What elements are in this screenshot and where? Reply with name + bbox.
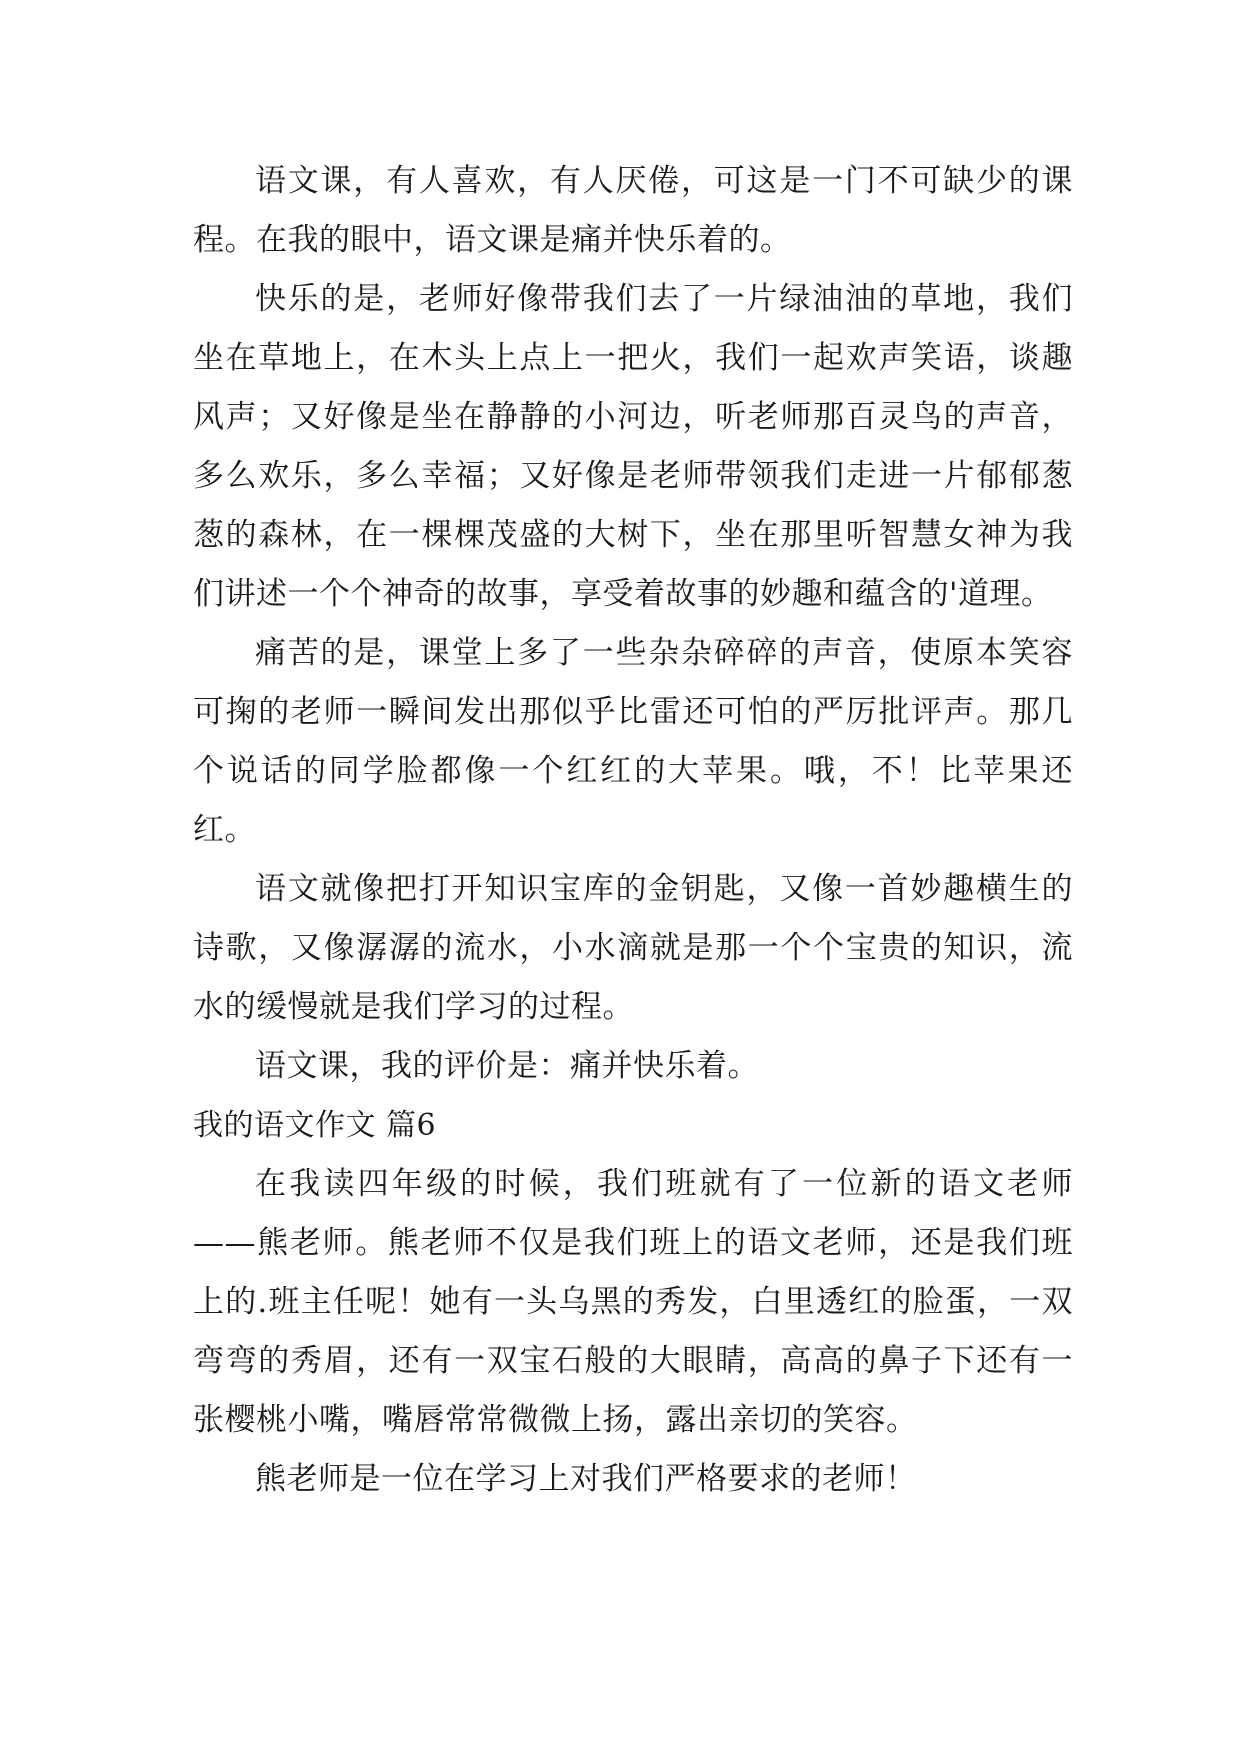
paragraph-1: 语文课，有人喜欢，有人厌倦，可这是一门不可缺少的课程。在我的眼中，语文课是痛并快乐着的。 <box>193 163 1073 258</box>
paragraph-2: 快乐的是，老师好像带我们去了一片绿油油的草地，我们坐在草地上，在木头上点上一把火，我们一起欢声笑语，谈趣风声；又好像是坐在静静的小河边，听老师那百灵鸟的声音，多么欢乐，多么幸福；又好像是老师带领我们走进一片郁郁葱葱的森林，在一棵棵茂盛的大树下，坐在那里听智慧女神为我们讲述一个个神奇的故事，享受着故事的妙趣和蕴含的'道理。 <box>193 281 1073 612</box>
paragraph-3: 痛苦的是，课堂上多了一些杂杂碎碎的声音，使原本笑容可掬的老师一瞬间发出那似乎比雷还可怕的严厉批评声。那几个说话的同学脸都像一个红红的大苹果。哦，不！比苹果还红。 <box>193 635 1073 848</box>
paragraph-5: 语文课，我的评价是：痛并快乐着。 <box>255 1048 759 1084</box>
paragraph-7: 熊老师是一位在学习上对我们严格要求的老师！ <box>255 1461 917 1497</box>
paragraph-6: 在我读四年级的时候，我们班就有了一位新的语文老师——熊老师。熊老师不仅是我们班上的语文老师，还是我们班上的.班主任呢！她有一头乌黑的秀发，白里透红的脸蛋，一双弯弯的秀眉，还有一双宝石般的大眼睛，高高的鼻子下还有一张樱桃小嘴，嘴唇常常微微上扬，露出亲切的笑容。 <box>193 1166 1073 1438</box>
section-heading: 我的语文作文 篇6 <box>193 1108 437 1143</box>
document-page <box>193 152 1073 1509</box>
paragraph-4: 语文就像把打开知识宝库的金钥匙，又像一首妙趣横生的诗歌，又像潺潺的流水，小水滴就是那一个个宝贵的知识，流水的缓慢就是我们学习的过程。 <box>193 871 1073 1025</box>
